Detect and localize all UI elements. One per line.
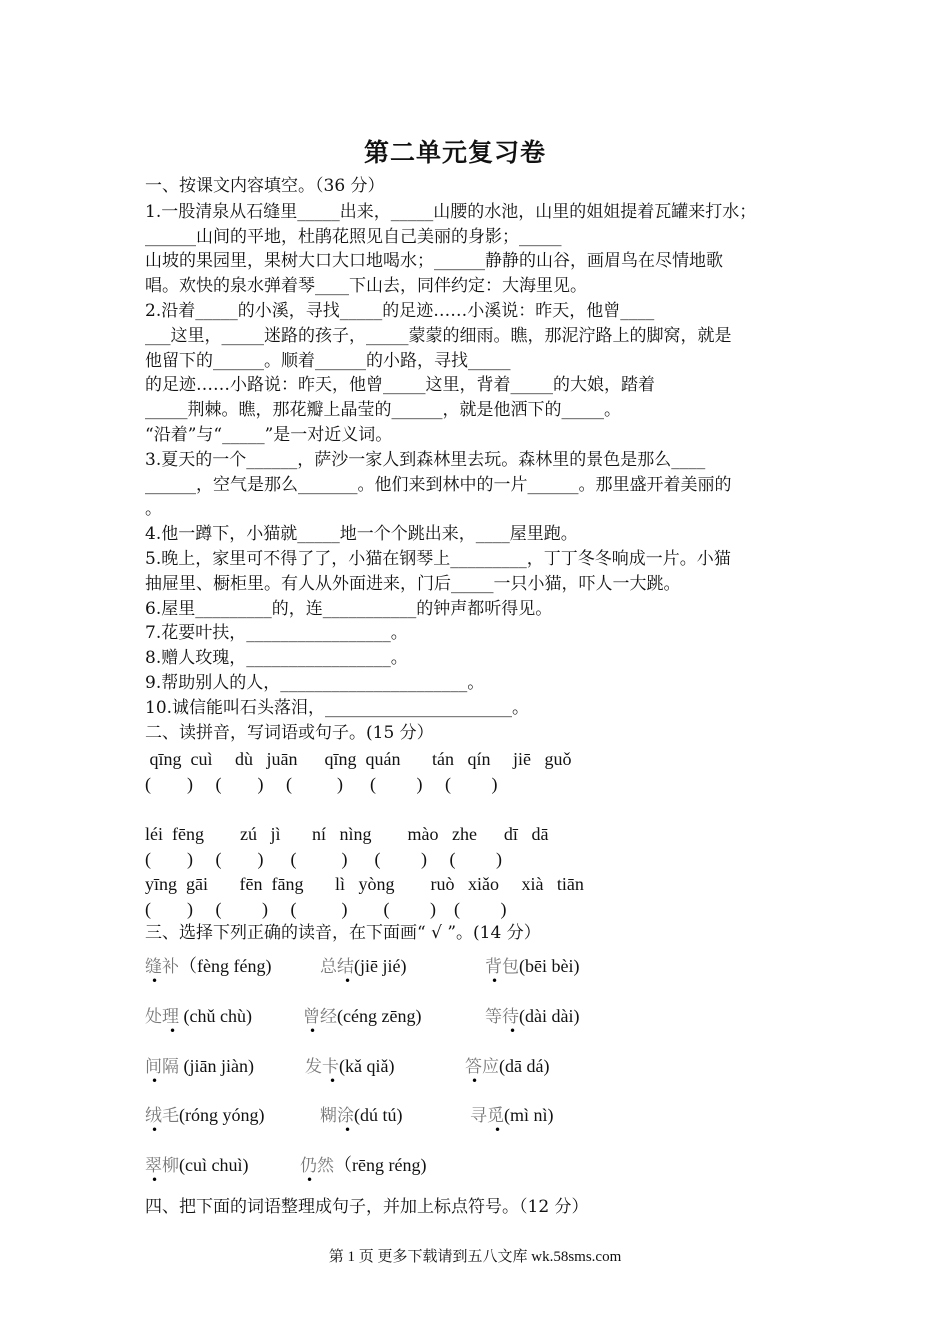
pronunciation-options[interactable]: (céng zēng) (337, 1006, 422, 1026)
emphasis-dot-icon: • (169, 1024, 177, 1038)
word: 寻觅 (470, 1106, 504, 1126)
page-footer: 第 1 页 更多下载请到五八文库 wk.58sms.com (328, 1249, 622, 1265)
fill-line: ______，空气是那么_______。他们来到林中的一片______。那里盛开着美丽的 (145, 475, 732, 495)
pronunciation-options[interactable]: (mì nì) (504, 1105, 554, 1125)
answer-parens-row: ( ) ( ) ( ) ( ) ( ) (145, 899, 507, 919)
emphasis-dot-icon: • (151, 974, 159, 988)
fill-line: 的足迹……小路说：昨天，他曾_____这里，背着_____的大娘，踏着 (145, 375, 655, 395)
pinyin-row: qīng cuì dù juān qīng quán tán qín jiē guǒ (145, 749, 572, 769)
word: 绒毛 (145, 1106, 179, 1126)
emphasis-dot-icon: • (151, 1173, 159, 1187)
section1-heading: 一、按课文内容填空。（36 分） (145, 176, 385, 196)
emphasis-dot-icon: • (151, 1074, 159, 1088)
emphasis-dot-icon: • (344, 1123, 352, 1137)
pronunciation-options[interactable]: (dài dài) (519, 1006, 580, 1026)
word: 间隔 (145, 1057, 179, 1077)
section4-heading: 四、把下面的词语整理成句子，并加上标点符号。（12 分） (145, 1197, 589, 1217)
word: 翠柳 (145, 1156, 179, 1176)
word: 处理 (145, 1007, 179, 1027)
fill-line: 8.赠人玫瑰，_________________。 (145, 648, 408, 668)
pinyin-row: yīng gāi fēn fāng lì yòng ruò xiǎo xià tiān (145, 874, 584, 894)
answer-parens-row: ( ) ( ) ( ) ( ) ( ) (145, 774, 498, 794)
fill-line: 他留下的______。顺着______的小路，寻找_____ (145, 351, 511, 371)
pinyin-row: léi fēng zú jì ní nìng mào zhe dī dā (145, 824, 549, 844)
emphasis-dot-icon: • (309, 1024, 317, 1038)
fill-line: 6.屋里_________的，连___________的钟声都听得见。 (145, 599, 553, 619)
fill-line: 唱。欢快的泉水弹着琴____下山去，同伴约定：大海里见。 (145, 276, 587, 296)
fill-line: 2.沿着_____的小溪，寻找_____的足迹……小溪说：昨天，他曾____ (145, 301, 655, 321)
emphasis-dot-icon: • (306, 1173, 314, 1187)
fill-line: 9.帮助别人的人，______________________。 (145, 673, 485, 693)
pronunciation-options[interactable]: （rēng réng) (334, 1155, 427, 1175)
word: 总结 (320, 957, 354, 977)
fill-line: 1.一股清泉从石缝里_____出来，_____山腰的水池，山里的姐姐提着瓦罐来打水； (145, 202, 757, 222)
page-title: 第二单元复习卷 (363, 138, 546, 167)
fill-line: 4.他一蹲下，小猫就_____地一个个跳出来，____屋里跑。 (145, 524, 578, 544)
word: 发卡 (305, 1057, 339, 1077)
pronunciation-options[interactable]: (jiē jié) (354, 956, 407, 976)
emphasis-dot-icon: • (329, 1074, 337, 1088)
emphasis-dot-icon: • (344, 974, 352, 988)
fill-line: ______山间的平地，杜鹃花照见自己美丽的身影；_____ (145, 227, 562, 247)
pronunciation-options[interactable]: (bēi bèi) (519, 956, 580, 976)
pronunciation-options[interactable]: (chǔ chù) (179, 1006, 252, 1026)
word: 背包 (485, 957, 519, 977)
word: 答应 (465, 1057, 499, 1077)
fill-line: 抽屉里、橱柜里。有人从外面进来，门后_____一只小猫，吓人一大跳。 (145, 574, 681, 594)
fill-line: “沿着”与“_____”是一对近义词。 (145, 425, 393, 445)
pronunciation-options[interactable]: (cuì chuì) (179, 1155, 249, 1175)
word: 曾经 (303, 1007, 337, 1027)
fill-line: 7.花要叶扶，_________________。 (145, 623, 408, 643)
word: 等待 (485, 1007, 519, 1027)
fill-line: _____荆棘。瞧，那花瓣上晶莹的______，就是他洒下的_____。 (145, 400, 621, 420)
word: 缝补 (145, 957, 179, 977)
pronunciation-options[interactable]: (kǎ qiǎ) (339, 1056, 395, 1076)
pronunciation-options[interactable]: (dú tú) (354, 1105, 403, 1125)
emphasis-dot-icon: • (491, 974, 499, 988)
fill-line: 山坡的果园里，果树大口大口地喝水；______静静的山谷，画眉鸟在尽情地歌 (145, 251, 723, 271)
answer-parens-row: ( ) ( ) ( ) ( ) ( ) (145, 849, 502, 869)
word: 仍然 (300, 1156, 334, 1176)
section2-heading: 二、读拼音，写词语或句子。(15 分） (145, 723, 434, 743)
fill-line: 3.夏天的一个______，萨沙一家人到森林里去玩。森林里的景色是那么____ (145, 450, 706, 470)
emphasis-dot-icon: • (509, 1024, 517, 1038)
emphasis-dot-icon: • (151, 1123, 159, 1137)
pronunciation-options[interactable]: (dā dá) (499, 1056, 550, 1076)
pronunciation-options[interactable]: (róng yóng) (179, 1105, 265, 1125)
fill-line: ___这里，_____迷路的孩子，_____蒙蒙的细雨。瞧，那泥泞路上的脚窝，就是 (145, 326, 732, 346)
fill-line: 10.诚信能叫石头落泪，______________________。 (145, 698, 530, 718)
fill-line: 。 (145, 499, 162, 519)
fill-line: 5.晚上，家里可不得了了，小猫在钢琴上_________，丁丁冬冬响成一片。小猫 (145, 549, 731, 569)
section3-heading: 三、选择下列正确的读音，在下面画“ √ ”。(14 分） (145, 923, 541, 943)
emphasis-dot-icon: • (471, 1074, 479, 1088)
emphasis-dot-icon: • (494, 1123, 502, 1137)
pronunciation-options[interactable]: (jiān jiàn) (179, 1056, 254, 1076)
word: 糊涂 (320, 1106, 354, 1126)
pronunciation-options[interactable]: （fèng féng) (179, 956, 272, 976)
